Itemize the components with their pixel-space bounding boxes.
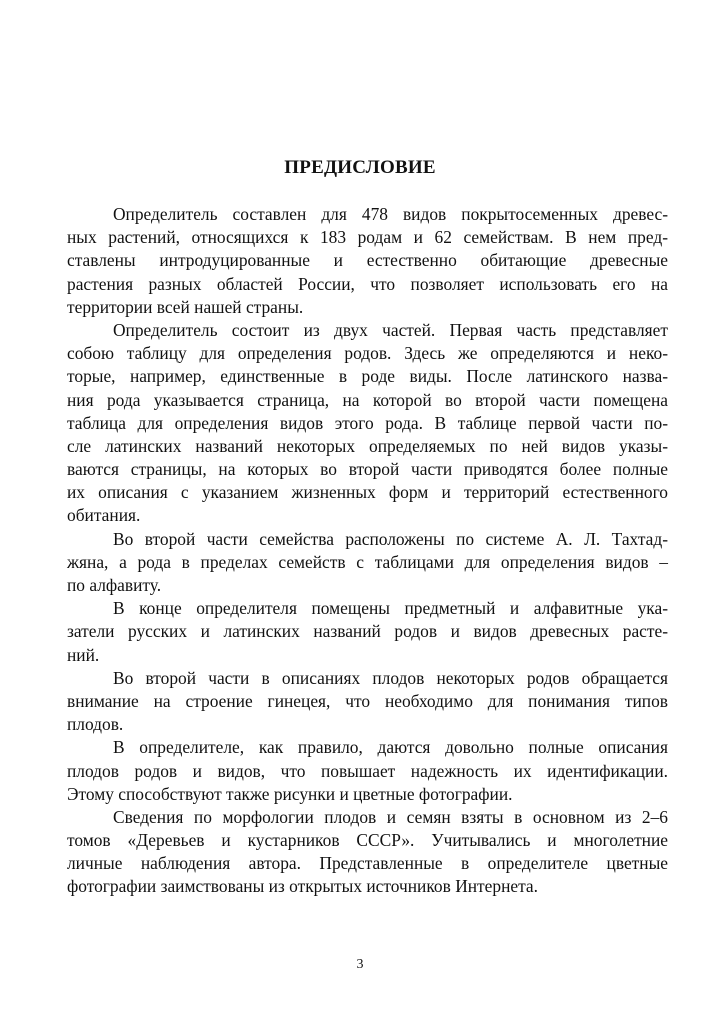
paragraph [67, 806, 668, 899]
text-line: Этому способствуют также рисунки и цветные фотографии. [67, 783, 513, 804]
text-line: Во второй части в описаниях плодов некоторых родов обращается [113, 667, 668, 688]
text-line: собою таблицу для определения родов. Здесь же определяются и неко- [67, 343, 668, 364]
paragraph [67, 203, 668, 319]
text-line: Во второй части семейства расположены по системе А. Л. Тахтад- [113, 528, 668, 549]
text-line: по алфавиту. [67, 575, 162, 595]
text-line: Определитель составлен для 478 видов покрытосеменных древес- [113, 204, 668, 224]
text-line: плодов родов и видов, что повышает надежность их идентификации. [67, 760, 668, 781]
paragraph [67, 667, 668, 737]
text-line: затели русских и латинских названий родов и видов древесных расте- [67, 621, 668, 642]
text-line: ния рода указывается страница, на которой во второй части помещена [67, 389, 668, 410]
text-line: ставлены интродуцированные и естественно обитающие древесные [67, 250, 668, 271]
text-line: фотографии заимствованы из открытых источников Интернета. [67, 876, 538, 897]
paragraph [67, 597, 668, 667]
text-line: ных растений, относящихся к 183 родам и 62 семействам. В нем пред- [67, 227, 668, 248]
body-text [67, 203, 668, 899]
page-title: ПРЕДИСЛОВИЕ [284, 157, 436, 178]
text-line: жяна, а рода в пределах семейств с таблицами для определения видов – [67, 551, 668, 572]
text-line: Определитель состоит из двух частей. Первая часть представляет [113, 319, 668, 340]
page-number: 3 [356, 957, 364, 972]
text-line: территории всей нашей страны. [67, 296, 304, 317]
text-line: их описания с указанием жизненных форм и территорий естественного [67, 482, 668, 503]
paragraph [67, 528, 668, 598]
text-line: ний. [67, 644, 100, 665]
text-line: торые, например, единственные в роде виды. После латинского назва- [67, 366, 668, 387]
paragraph [67, 319, 668, 528]
text-line: сле латинских названий некоторых определяемых по ней видов указы- [67, 435, 668, 456]
text-line: В определителе, как правило, даются довольно полные описания [113, 737, 668, 758]
text-line: внимание на строение гинецея, что необходимо для понимания типов [67, 690, 668, 711]
text-line: растения разных областей России, что позволяет использовать его на [67, 273, 668, 294]
text-line: личные наблюдения автора. Представленные в определителе цветные [67, 853, 668, 874]
text-line: В конце определителя помещены предметный и алфавитные ука- [113, 598, 668, 619]
text-line: обитания. [67, 505, 141, 526]
text-line: томов «Деревьев и кустарников СССР». Учитывались и многолетние [67, 830, 668, 851]
text-line: плодов. [67, 714, 124, 735]
text-line: таблица для определения видов этого рода. В таблице первой части по- [67, 412, 668, 433]
text-line: ваются страницы, на которых во второй части приводятся более полные [67, 459, 668, 480]
paragraph [67, 736, 668, 806]
text-line: Сведения по морфологии плодов и семян взяты в основном из 2–6 [113, 806, 668, 827]
